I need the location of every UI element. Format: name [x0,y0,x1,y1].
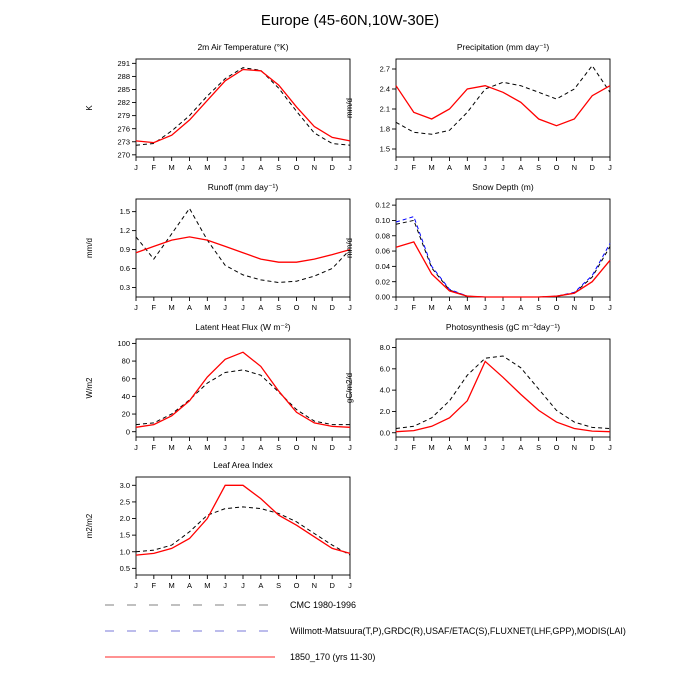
x-tick-label: J [134,303,138,312]
series-1850-170-yrs-11-30- [136,237,350,262]
x-tick-label: N [311,581,318,590]
y-tick-label: 2.0 [379,407,390,417]
x-tick-label: J [134,581,138,590]
x-tick-label: A [186,303,193,312]
x-tick-label: O [293,443,300,452]
x-tick-label: J [348,303,352,312]
y-tick-label: 1.5 [119,530,130,540]
x-tick-label: J [348,581,352,590]
legend-label: CMC 1980-1996 [290,600,357,610]
x-tick-label: O [293,581,300,590]
x-tick-label: O [553,443,560,452]
legend-item-observations [103,622,626,640]
y-tick-label: 0.00 [375,292,390,302]
x-tick-label: J [501,163,505,172]
x-tick-label: J [134,443,138,452]
x-tick-label: N [311,443,318,452]
chart-snow-depth [338,178,624,320]
x-tick-label: J [241,581,245,590]
legend-item-model [103,648,626,666]
x-tick-label: J [608,163,612,172]
x-tick-label: J [394,443,398,452]
y-tick-label: 0.9 [119,245,130,255]
x-tick-label: A [258,303,264,312]
y-tick-label: 20 [121,409,130,419]
x-tick-label: O [553,163,560,172]
x-tick-label: M [464,163,471,172]
series-usaf-etac-s- [396,217,610,297]
legend [103,596,626,674]
y-tick-label: 3.0 [119,480,130,490]
x-tick-label: M [204,581,211,590]
chart-leaf-area-index [78,456,364,598]
y-tick-label: 80 [121,356,130,366]
x-tick-label: J [241,303,245,312]
y-tick-label: 279 [117,111,130,121]
y-tick-label: 4.0 [379,385,390,395]
series-1850-170-yrs-11-30- [396,86,610,126]
x-tick-label: S [536,303,542,312]
legend-item-cmc [103,596,626,614]
chart-photosynthesis [338,318,624,460]
x-tick-label: J [501,443,505,452]
y-axis-label: m2/m2 [85,513,94,539]
series-fluxnet-lhf- [136,370,350,425]
x-tick-label: D [329,443,335,452]
x-tick-label: A [446,163,453,172]
x-tick-label: M [428,163,435,172]
x-tick-label: D [329,303,335,312]
plot-box [136,339,350,437]
y-axis-label: gC/m2/d [345,372,354,404]
x-tick-label: A [518,303,524,312]
x-tick-label: S [276,581,282,590]
legend-line-cmc [103,600,278,610]
series-1850-170-yrs-11-30- [136,485,350,555]
y-tick-label: 282 [117,98,130,108]
figure-title: Europe (45-60N,10W-30E) [260,12,440,29]
chart-latent-heat-flux [78,318,364,460]
legend-label: 1850_170 (yrs 11-30) [290,652,376,662]
y-tick-label: 1.5 [379,144,390,154]
y-tick-label: 0.12 [375,200,390,210]
x-tick-label: M [168,443,175,452]
x-tick-label: O [553,303,560,312]
x-tick-label: S [276,163,282,172]
y-tick-label: 276 [117,124,130,134]
x-tick-label: J [394,303,398,312]
x-tick-label: F [411,443,417,452]
x-tick-label: N [311,163,318,172]
x-tick-label: A [186,443,193,452]
x-tick-label: J [241,443,245,452]
y-axis-label: mm/d [85,238,94,258]
x-tick-label: S [536,163,542,172]
x-tick-label: J [223,443,228,452]
x-tick-label: S [536,443,542,452]
x-tick-label: J [348,163,352,172]
y-tick-label: 1.2 [119,226,130,236]
x-tick-label: S [276,443,282,452]
plot-box [396,339,610,437]
y-tick-label: 0.08 [375,231,390,241]
chart-title: Snow Depth (m) [472,182,534,192]
series-willmott-matsuura-p- [396,66,610,135]
y-tick-label: 0.6 [119,264,130,274]
y-tick-label: 2.1 [379,104,390,114]
x-tick-label: A [258,443,264,452]
x-tick-label: D [329,163,335,172]
series-1850-170-yrs-11-30- [136,70,350,143]
y-tick-label: 0.04 [375,261,390,271]
plot-box [136,477,350,575]
x-tick-label: A [258,581,264,590]
y-tick-label: 0.3 [119,283,130,293]
series-cmc-1980-1996 [396,220,610,297]
x-tick-label: F [411,163,417,172]
x-tick-label: A [446,443,453,452]
chart-svg-air-temperature [78,38,364,180]
y-tick-label: 273 [117,137,130,147]
x-tick-label: D [329,581,335,590]
x-tick-label: N [571,303,578,312]
y-tick-label: 60 [121,374,130,384]
y-tick-label: 0.10 [375,216,390,226]
y-tick-label: 0 [125,427,130,437]
y-tick-label: 40 [121,391,130,401]
y-tick-label: 8.0 [379,343,390,353]
y-axis-label: mm/d [345,238,354,258]
x-tick-label: M [168,581,175,590]
x-tick-label: M [168,303,175,312]
x-tick-label: J [394,163,398,172]
y-tick-label: 1.8 [379,124,390,134]
x-tick-label: J [134,163,138,172]
x-tick-label: J [223,163,228,172]
y-tick-label: 2.5 [119,497,130,507]
x-tick-label: F [151,163,157,172]
y-tick-label: 2.4 [379,84,390,94]
x-tick-label: O [293,303,300,312]
legend-line-observations [103,626,278,636]
chart-precipitation [338,38,624,180]
y-tick-label: 1.0 [119,547,130,557]
x-tick-label: M [204,163,211,172]
x-tick-label: N [311,303,318,312]
x-tick-label: M [428,443,435,452]
x-tick-label: A [518,443,524,452]
x-tick-label: M [428,303,435,312]
x-tick-label: J [223,581,228,590]
x-tick-label: J [608,443,612,452]
series-fluxnet-gpp- [396,356,610,429]
x-tick-label: F [151,581,157,590]
x-tick-label: A [258,163,264,172]
chart-air-temperature [78,38,364,180]
legend-label: Willmott-Matsuura(T,P),GRDC(R),USAF/ETAC(S),FLUXNET(LHF,GPP),MODIS(LAI) [290,626,626,636]
x-tick-label: A [446,303,453,312]
series-willmott-matsuura-t- [136,68,350,146]
x-tick-label: D [589,163,595,172]
x-tick-label: A [186,163,193,172]
chart-runoff [78,178,364,320]
x-tick-label: M [204,443,211,452]
y-tick-label: 1.5 [119,207,130,217]
x-tick-label: F [151,303,157,312]
x-tick-label: D [589,303,595,312]
x-tick-label: M [168,163,175,172]
series-1850-170-yrs-11-30- [396,361,610,431]
chart-svg-photosynthesis [338,318,624,460]
legend-line-model [103,652,278,662]
x-tick-label: J [608,303,612,312]
y-tick-label: 0.0 [379,428,390,438]
chart-title: Latent Heat Flux (W m⁻²) [195,322,291,332]
plot-box [136,199,350,297]
y-tick-label: 2.0 [119,514,130,524]
y-tick-label: 0.06 [375,246,390,256]
y-axis-label: mm/d [345,98,354,118]
plot-box [136,59,350,157]
chart-svg-precipitation [338,38,624,180]
y-tick-label: 0.02 [375,277,390,287]
x-tick-label: J [223,303,228,312]
series-modis-lai- [136,507,350,555]
x-tick-label: J [483,303,488,312]
series-grdc-r- [136,209,350,283]
series-1850-170-yrs-11-30- [136,352,350,427]
x-tick-label: O [293,163,300,172]
x-tick-label: N [571,443,578,452]
x-tick-label: F [411,303,417,312]
chart-svg-latent-heat-flux [78,318,364,460]
x-tick-label: M [204,303,211,312]
chart-title: Precipitation (mm day⁻¹) [456,42,550,52]
x-tick-label: N [571,163,578,172]
x-tick-label: J [483,163,488,172]
plot-box [396,59,610,157]
y-tick-label: 6.0 [379,364,390,374]
y-axis-label: K [85,105,94,111]
x-tick-label: A [518,163,524,172]
chart-svg-runoff [78,178,364,320]
chart-svg-leaf-area-index [78,456,364,598]
y-tick-label: 285 [117,85,130,95]
x-tick-label: J [501,303,505,312]
y-tick-label: 270 [117,150,130,160]
x-tick-label: F [151,443,157,452]
y-tick-label: 291 [117,58,130,68]
x-tick-label: S [276,303,282,312]
chart-svg-snow-depth [338,178,624,320]
plot-box [396,199,610,297]
y-tick-label: 100 [117,339,130,349]
x-tick-label: A [186,581,193,590]
x-tick-label: J [241,163,245,172]
chart-title: Runoff (mm day⁻¹) [207,182,279,192]
y-tick-label: 288 [117,72,130,82]
y-axis-label: W/m2 [85,377,94,399]
chart-title: Photosynthesis (gC m⁻²day⁻¹) [445,322,561,332]
chart-title: Leaf Area Index [213,460,273,470]
x-tick-label: J [348,443,352,452]
x-tick-label: D [589,443,595,452]
x-tick-label: M [464,443,471,452]
x-tick-label: M [464,303,471,312]
x-tick-label: J [483,443,488,452]
chart-title: 2m Air Temperature (°K) [197,42,289,52]
y-tick-label: 0.5 [119,563,130,573]
y-tick-label: 2.7 [379,64,390,74]
